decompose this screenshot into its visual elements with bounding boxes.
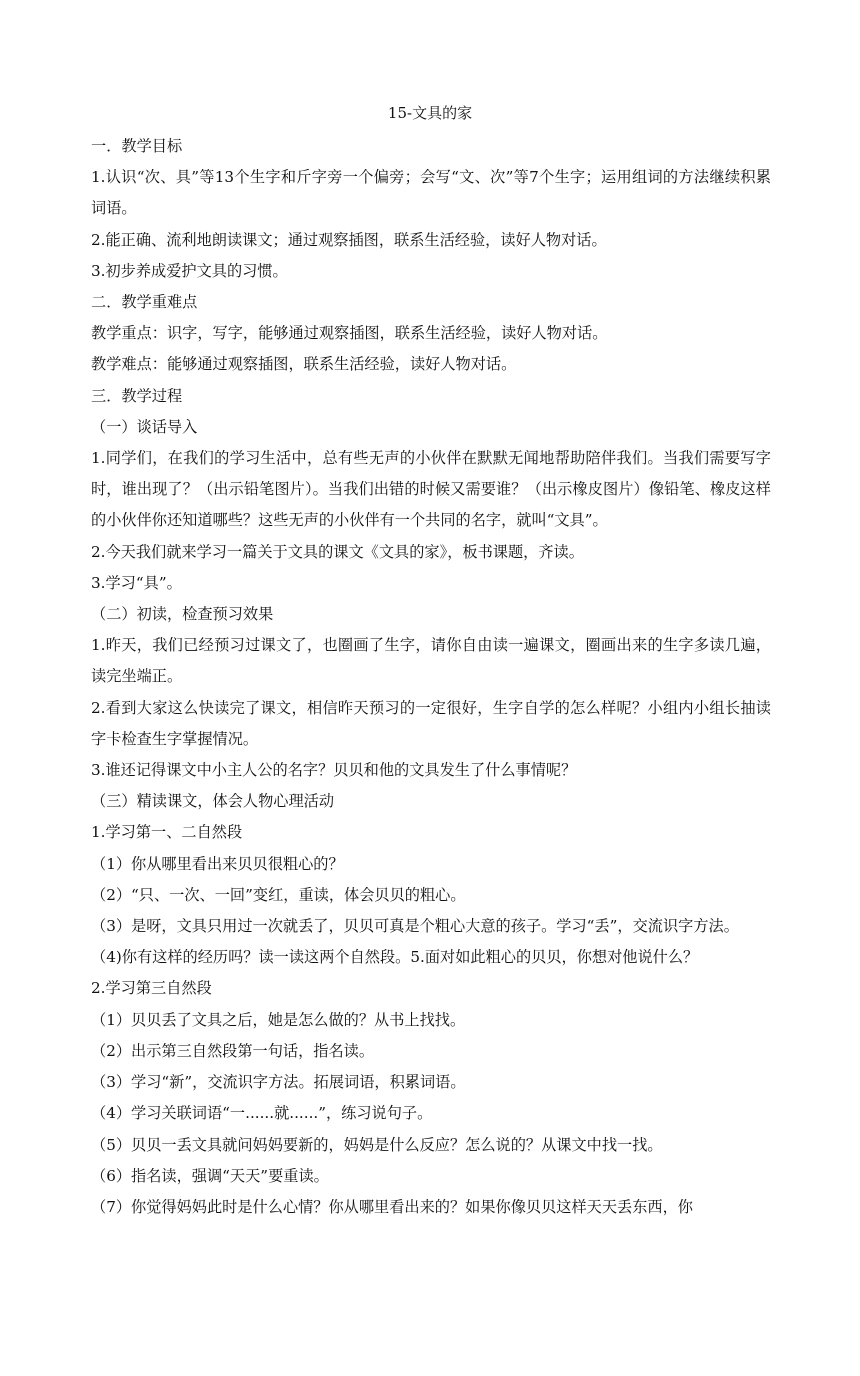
paragraph: 教学重点：识字，写字，能够通过观察插图，联系生活经验，读好人物对话。	[91, 324, 608, 343]
paragraph: 3.初步养成爱护文具的习惯。	[91, 261, 288, 280]
paragraph: （4）学习关联词语“一......就......”，练习说句子。	[91, 1104, 433, 1123]
paragraph: 1.学习第一、二自然段	[91, 823, 243, 842]
paragraph: （5）贝贝一丢文具就问妈妈要新的，妈妈是什么反应？怎么说的？从课文中找一找。	[91, 1135, 663, 1154]
paragraph: 1.昨天，我们已经预习过课文了，也圈画了生字，请你自由读一遍课文，圈画出来的生字多读几遍，读完坐端正。	[91, 636, 771, 686]
paragraph: 2.看到大家这么快读完了课文，相信昨天预习的一定很好，生字自学的怎么样呢？小组内小组长抽读字卡检查生字掌握情况。	[91, 698, 771, 748]
subsection-heading: （一）谈话导入	[91, 417, 198, 436]
paragraph: 2.学习第三自然段	[91, 979, 212, 998]
paragraph: （4)你有这样的经历吗？读一读这两个自然段。5.面对如此粗心的贝贝，你想对他说什么？	[91, 948, 699, 967]
paragraph: （3）学习“新”，交流识字方法。拓展词语，积累词语。	[91, 1073, 466, 1092]
paragraph: （6）指名读，强调“天天”要重读。	[91, 1166, 329, 1185]
section-heading: 一．教学目标	[91, 137, 183, 155]
document-title: 15-文具的家	[387, 104, 473, 122]
paragraph: 1.认识“次、具”等13个生字和斤字旁一个偏旁；会写“文、次”等7个生字；运用组词的方法继续积累词语。	[91, 168, 771, 218]
section-heading: 二．教学重难点	[91, 293, 198, 312]
paragraph: 3.学习“具”。	[91, 573, 182, 592]
paragraph: 2.今天我们就来学习一篇关于文具的课文《文具的家》，板书课题，齐读。	[91, 542, 584, 561]
paragraph: 3.谁还记得课文中小主人公的名字？贝贝和他的文具发生了什么事情呢？	[91, 761, 577, 780]
paragraph: 教学难点：能够通过观察插图，联系生活经验，读好人物对话。	[91, 355, 517, 374]
subsection-heading: （三）精读课文，体会人物心理活动	[91, 792, 334, 811]
paragraph: （7）你觉得妈妈此时是什么心情？你从哪里看出来的？如果你像贝贝这样天天丢东西，你	[91, 1197, 693, 1216]
paragraph: （2）“只、一次、一回”变红，重读，体会贝贝的粗心。	[91, 885, 466, 904]
paragraph: （1）贝贝丢了文具之后，她是怎么做的？从书上找找。	[91, 1010, 466, 1029]
paragraph: 1.同学们，在我们的学习生活中，总有些无声的小伙伴在默默无闻地帮助陪伴我们。当我们需要写字时，谁出现了？（出示铅笔图片）。当我们出错的时候又需要谁？（出示橡皮图片）像铅笔、橡皮这样的小伙伴你还知道哪些？这些无声的小伙伴有一个共同的名字，就叫“文具”。	[91, 449, 771, 530]
paragraph: （3）是呀，文具只用过一次就丢了，贝贝可真是个粗心大意的孩子。学习“丢”，交流识字方法。	[91, 917, 739, 936]
paragraph: （1）你从哪里看出来贝贝很粗心的？	[91, 854, 344, 873]
subsection-heading: （二）初读，检查预习效果	[91, 605, 274, 624]
paragraph: 2.能正确、流利地朗读课文；通过观察插图，联系生活经验，读好人物对话。	[91, 230, 607, 249]
document-body	[91, 131, 771, 1223]
section-heading: 三．教学过程	[91, 386, 183, 405]
paragraph: （2）出示第三自然段第一句话，指名读。	[91, 1041, 375, 1060]
